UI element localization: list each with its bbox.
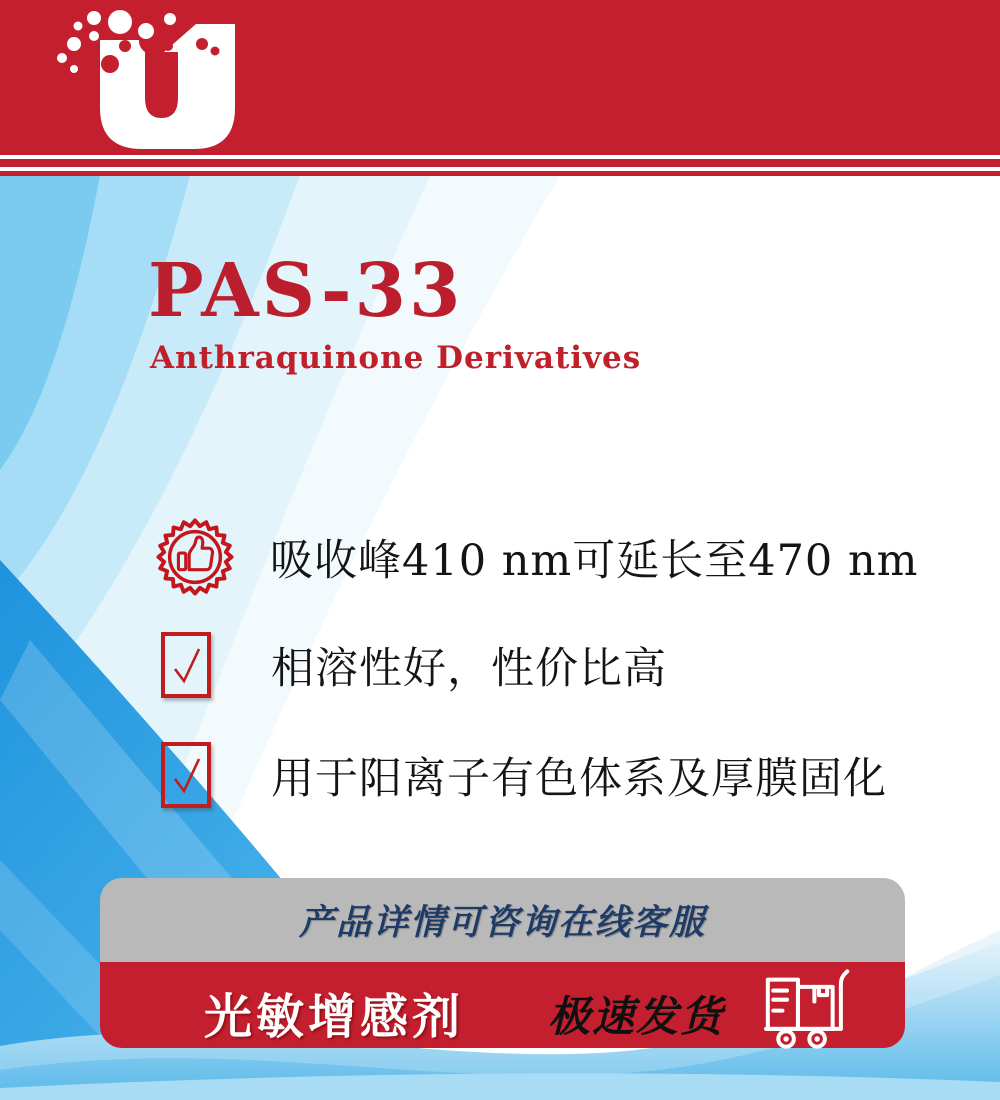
feature-text: 用于阳离子有色体系及厚膜固化 [271,753,887,804]
hand-truck-icon [758,965,858,1049]
product-name: PAS-33 [148,248,464,334]
consult-note-text: 产品详情可咨询在线客服 [298,902,706,943]
feature-text: 吸收峰410 nm可延长至470 nm [270,535,919,586]
checkmark-icon [167,753,205,797]
consult-bar [100,878,905,962]
checkmark-box-icon [161,632,211,698]
shipping-text: 极速发货 [548,992,725,1041]
feature-row [161,740,887,810]
thumbs-up-badge-icon [156,518,234,596]
header-divider-stripe [0,159,1000,167]
u-bubbles-logo [50,6,245,156]
checkmark-icon [167,643,205,687]
category-text: 光敏增感剂 [204,989,465,1045]
header-divider-stripe [0,171,1000,176]
feature-row [161,630,667,700]
product-chemical-class: Anthraquinone Derivatives [150,340,642,376]
category-bar [100,962,905,1048]
feature-text: 相溶性好，性价比高 [271,643,667,694]
feature-row [156,516,918,598]
checkmark-box-icon [161,742,211,808]
